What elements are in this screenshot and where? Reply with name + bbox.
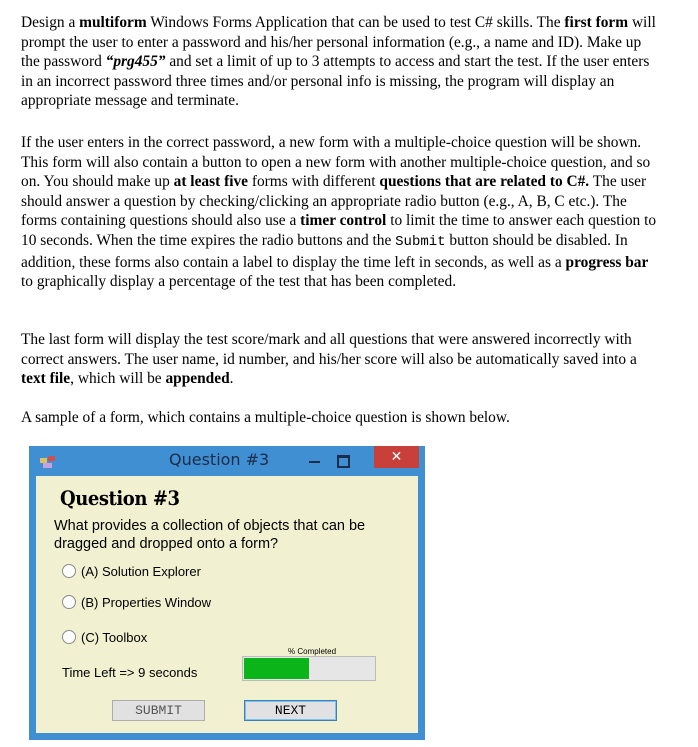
question-text: What provides a collection of objects that can be dragged and dropped onto a form? bbox=[54, 518, 366, 552]
intro-paragraph: Design a multiform Windows Forms Application that can be used to test C# skills. The first form will prompt the user to enter a password and his/her personal information (e.g., a name and ID). Make up the password “prg455” and set a limit of up to 3 attempts to access and start the test. If the user enters in an incorrect password three times and/or personal info is missing, the program will display an appropriate message and terminate. bbox=[21, 14, 656, 110]
form-client-area bbox=[36, 476, 418, 733]
sample-caption: A sample of a form, which contains a multiple-choice question is shown below. bbox=[21, 409, 510, 426]
option-b-label: (B) Properties Window bbox=[81, 595, 212, 610]
next-button[interactable]: NEXT bbox=[244, 700, 337, 721]
question-forms-paragraph: If the user enters in the correct password, a new form with a multiple-choice question will be shown. This form will also contain a button to open a new form with another multiple-choice question, and so on. You should make up at least five forms with different questions that are related to C#. The user should answer a question by checking/clicking an appropriate radio button (e.g., A, B, C etc.). The forms containing questions should also use a timer control to limit the time to answer each question to 10 seconds. When the time expires the radio buttons and the Submit button should be disabled. In addition, these forms also contain a label to display the time left in seconds, as well as a progress bar to graphically display a percentage of the test that has been completed. bbox=[21, 134, 657, 291]
radio-circle-icon[interactable] bbox=[62, 595, 76, 609]
radio-circle-icon[interactable] bbox=[62, 630, 76, 644]
option-c-radio[interactable] bbox=[62, 630, 147, 645]
progress-fill bbox=[244, 658, 309, 679]
option-a-radio[interactable] bbox=[62, 564, 201, 579]
sample-form-window bbox=[29, 446, 425, 740]
question-heading: Question #3 bbox=[60, 486, 180, 510]
option-a-label: (A) Solution Explorer bbox=[81, 564, 201, 579]
radio-circle-icon[interactable] bbox=[62, 564, 76, 578]
minimize-button[interactable] bbox=[306, 452, 324, 470]
window-titlebar[interactable] bbox=[29, 446, 425, 476]
progress-bar bbox=[242, 656, 376, 681]
maximize-button[interactable] bbox=[334, 452, 352, 470]
progress-label: % Completed bbox=[288, 647, 337, 656]
option-b-radio[interactable] bbox=[62, 595, 211, 610]
close-button[interactable]: ✕ bbox=[374, 446, 419, 468]
submit-button[interactable]: SUBMIT bbox=[112, 700, 205, 721]
option-c-label: (C) Toolbox bbox=[81, 630, 148, 645]
app-icon bbox=[40, 455, 56, 469]
last-form-paragraph: The last form will display the test score/mark and all questions that were answered incorrectly with correct answers. The user name, id number, and his/her score will also be automatically saved into a text file, which will be appended. bbox=[21, 331, 637, 388]
time-left-label: Time Left => 9 seconds bbox=[62, 665, 198, 680]
window-title: Question #3 bbox=[169, 450, 270, 469]
